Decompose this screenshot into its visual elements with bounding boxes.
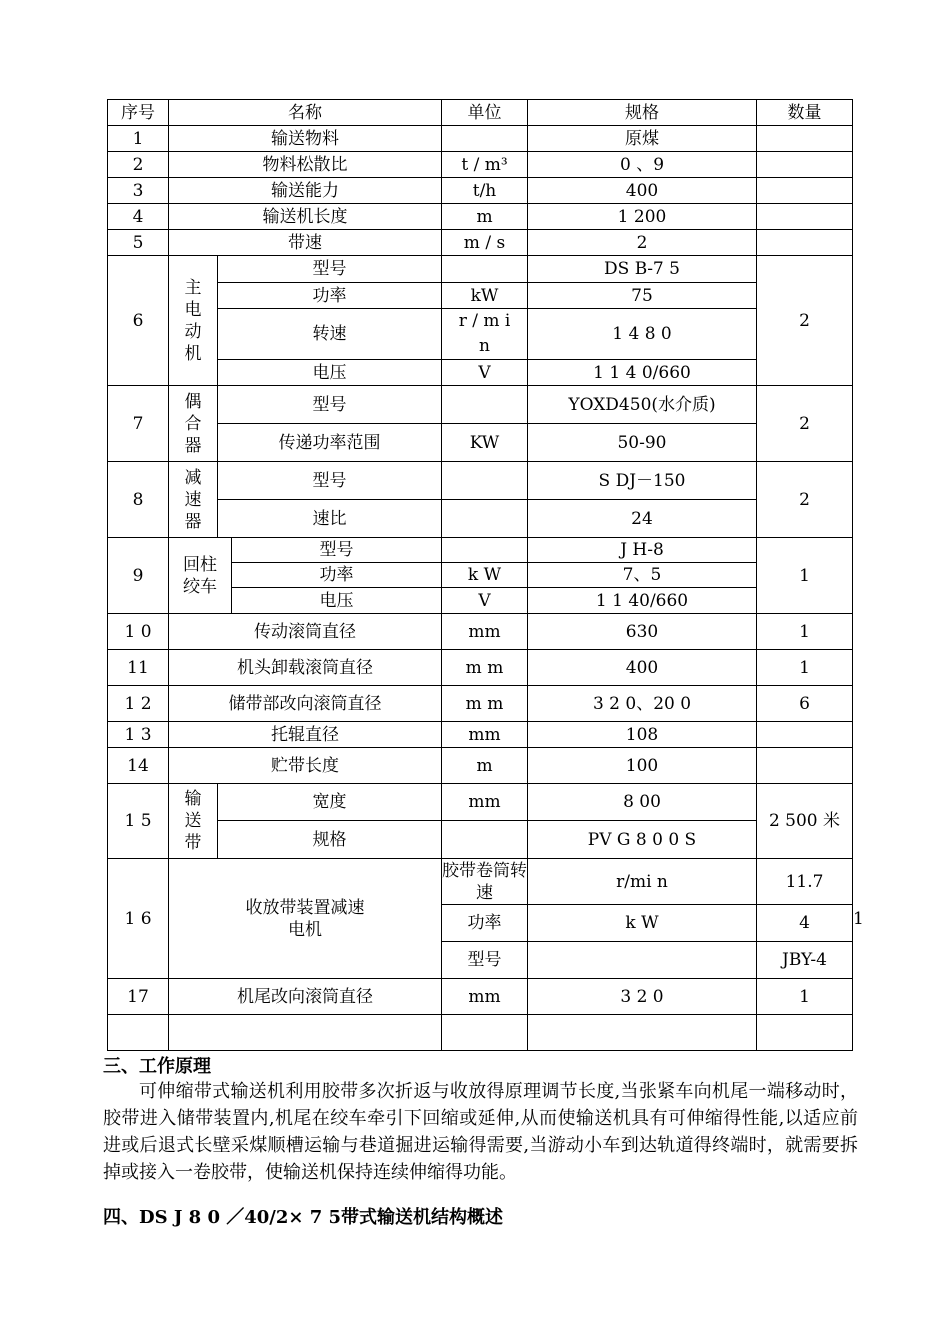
row-no: 7 — [108, 386, 169, 462]
header-no: 序号 — [108, 100, 169, 126]
row-spec: 100 — [528, 748, 757, 784]
empty-cell — [528, 1015, 757, 1051]
row-spec: 4 — [757, 905, 853, 942]
row-no: 14 — [108, 748, 169, 784]
row-unit: mm — [442, 979, 528, 1015]
row-name: 托辊直径 — [169, 722, 442, 748]
table-row — [108, 204, 853, 230]
row-name: 输送机长度 — [169, 204, 442, 230]
sub-name: 电压 — [232, 588, 442, 614]
row-spec: S DJ－150 — [528, 462, 757, 500]
table-row — [108, 821, 853, 859]
table-row — [108, 462, 853, 500]
sub-name: 型号 — [218, 462, 442, 500]
row-unit: mm — [442, 784, 528, 821]
row-name: 带速 — [169, 230, 442, 256]
row-qty: 1 — [757, 650, 853, 686]
row-unit: t/h — [442, 178, 528, 204]
row-qty: 2 500 米 — [757, 784, 853, 859]
table-row — [108, 538, 853, 563]
table-header-row — [108, 100, 853, 126]
group-label-text: 主电动机 — [184, 277, 202, 364]
row-unit — [442, 821, 528, 859]
group-label — [169, 256, 218, 386]
row-spec: 50-90 — [528, 424, 757, 462]
row-no: 1 6 — [108, 859, 169, 979]
row-spec: PV G 8 0 0 S — [528, 821, 757, 859]
row-qty — [757, 126, 853, 152]
row-name: 机尾改向滚筒直径 — [169, 979, 442, 1015]
row-no: 1 0 — [108, 614, 169, 650]
group-label — [169, 859, 442, 979]
group-label-text: 减速器 — [184, 467, 202, 532]
table-row-empty — [108, 1015, 853, 1051]
row-name: 物料松散比 — [169, 152, 442, 178]
spec-table — [107, 99, 864, 1051]
group-label — [169, 386, 218, 462]
table-row — [108, 230, 853, 256]
table-row — [108, 283, 853, 309]
row-name: 输送物料 — [169, 126, 442, 152]
table-row — [108, 979, 853, 1015]
row-spec: 8 00 — [528, 784, 757, 821]
empty-cell — [108, 1015, 169, 1051]
sub-name: 电压 — [218, 360, 442, 386]
row-qty: 2 — [757, 256, 853, 386]
sub-name: 转速 — [218, 309, 442, 360]
table-row — [108, 256, 853, 283]
group-label — [169, 538, 232, 614]
row-unit: mm — [442, 722, 528, 748]
row-spec: J H-8 — [528, 538, 757, 563]
sub-name: 功率 — [218, 283, 442, 309]
unit-text: r / m i n — [458, 311, 511, 356]
row-unit: r/mi n — [528, 859, 757, 905]
row-qty — [757, 178, 853, 204]
group-label-text: 输送带 — [184, 789, 202, 853]
header-qty: 数量 — [757, 100, 853, 126]
row-spec: 原煤 — [528, 126, 757, 152]
row-unit: m — [442, 204, 528, 230]
group-label-text: 回柱绞车 — [183, 554, 217, 597]
row-spec: 400 — [528, 178, 757, 204]
row-spec: 1 4 8 0 — [528, 309, 757, 360]
row-qty — [757, 230, 853, 256]
row-unit — [442, 256, 528, 283]
row-no: 9 — [108, 538, 169, 614]
row-qty: 1 — [757, 614, 853, 650]
row-no: 11 — [108, 650, 169, 686]
row-unit: m / s — [442, 230, 528, 256]
row-qty — [757, 152, 853, 178]
empty-cell — [169, 1015, 442, 1051]
table-row: 1 6 收放带装置减速电机 胶带卷筒转速 r/mi n 11.7 1 — [108, 859, 853, 905]
group-label-text: 收放带装置减速电机 — [245, 897, 365, 940]
row-qty: 2 — [757, 462, 853, 538]
row-spec: 1 1 40/660 — [528, 588, 757, 614]
sub-name: 型号 — [232, 538, 442, 563]
sub-name: 宽度 — [218, 784, 442, 821]
row-unit — [442, 538, 528, 563]
row-name: 输送能力 — [169, 178, 442, 204]
row-unit: m — [442, 748, 528, 784]
row-qty — [757, 748, 853, 784]
row-unit: t / m³ — [442, 152, 528, 178]
row-unit: m m — [442, 686, 528, 722]
section-3-paragraph: 可伸缩带式输送机利用胶带多次折返与收放得原理调节长度,当张紧车向机尾一端移动时，胶带进入储带装置内,机尾在绞车牵引下回缩或延伸,从而使输送机具有可伸缩得性能,以适应前进或后退式长壁采煤顺槽运输与巷道掘进运输得需要,当游动小车到达轨道得终端时，就需要拆掉或接入一卷胶带，使输送机保持连续伸缩得功能。 — [103, 1081, 858, 1183]
row-unit: kW — [442, 283, 528, 309]
row-name: 储带部改向滚筒直径 — [169, 686, 442, 722]
row-qty: 6 — [757, 686, 853, 722]
row-spec: 2 — [528, 230, 757, 256]
row-unit — [442, 462, 528, 500]
row-name: 传动滚筒直径 — [169, 614, 442, 650]
row-no: 4 — [108, 204, 169, 230]
row-qty — [757, 722, 853, 748]
row-unit: V — [442, 360, 528, 386]
row-no: 2 — [108, 152, 169, 178]
row-unit — [442, 500, 528, 538]
row-name: 贮带长度 — [169, 748, 442, 784]
sub-name: 型号 — [442, 942, 528, 979]
row-no: 5 — [108, 230, 169, 256]
table-row — [108, 126, 853, 152]
table-row — [108, 360, 853, 386]
sub-name: 型号 — [218, 256, 442, 283]
row-spec: 630 — [528, 614, 757, 650]
row-unit — [442, 386, 528, 424]
row-unit: m m — [442, 650, 528, 686]
row-qty: 2 — [757, 386, 853, 462]
group-label-text: 偶合器 — [184, 391, 202, 456]
row-spec: 3 2 0、20 0 — [528, 686, 757, 722]
sub-name: 规格 — [218, 821, 442, 859]
table-row — [108, 686, 853, 722]
row-name: 机头卸载滚筒直径 — [169, 650, 442, 686]
row-no: 8 — [108, 462, 169, 538]
table-row — [108, 784, 853, 821]
row-spec: 24 — [528, 500, 757, 538]
sub-name: 功率 — [442, 905, 528, 942]
row-no: 1 3 — [108, 722, 169, 748]
row-unit: V — [442, 588, 528, 614]
row-unit — [528, 942, 757, 979]
row-unit: KW — [442, 424, 528, 462]
row-no: 1 5 — [108, 784, 169, 859]
empty-cell — [442, 1015, 528, 1051]
row-unit — [442, 126, 528, 152]
table-row — [108, 178, 853, 204]
row-spec: 11.7 — [757, 859, 853, 905]
table-row — [108, 650, 853, 686]
table-row — [108, 614, 853, 650]
row-no: 1 2 — [108, 686, 169, 722]
row-spec: JBY-4 — [757, 942, 853, 979]
row-unit: k W — [442, 563, 528, 588]
table-row — [108, 500, 853, 538]
sub-name: 传递功率范围 — [218, 424, 442, 462]
sub-name: 胶带卷筒转速 — [442, 860, 527, 903]
group-label — [169, 784, 218, 859]
row-spec: 7、5 — [528, 563, 757, 588]
row-spec: YOXD450(水介质) — [528, 386, 757, 424]
sub-name: 速比 — [218, 500, 442, 538]
sub-name: 功率 — [232, 563, 442, 588]
row-unit: mm — [442, 614, 528, 650]
header-spec: 规格 — [528, 100, 757, 126]
table-row — [108, 386, 853, 424]
table-row — [108, 748, 853, 784]
row-spec: 400 — [528, 650, 757, 686]
row-no: 6 — [108, 256, 169, 386]
section-3-title: 三、工作原理 — [103, 1056, 211, 1077]
row-spec: DS Β-7 5 — [528, 256, 757, 283]
group-label — [169, 462, 218, 538]
row-qty — [757, 204, 853, 230]
row-spec: 75 — [528, 283, 757, 309]
row-spec: 3 2 0 — [528, 979, 757, 1015]
row-unit: k W — [528, 905, 757, 942]
table-row — [108, 309, 853, 360]
row-qty: 1 — [757, 538, 853, 614]
row-spec: 1 200 — [528, 204, 757, 230]
sub-name: 型号 — [218, 386, 442, 424]
row-qty: 1 — [757, 979, 853, 1015]
table-row — [108, 722, 853, 748]
header-name: 名称 — [169, 100, 442, 126]
row-unit — [442, 309, 528, 360]
row-no: 3 — [108, 178, 169, 204]
section-4-title: 四、DS J 8 0 ／40/2× 7 5带式输送机结构概述 — [103, 1207, 504, 1228]
row-no: 1 — [108, 126, 169, 152]
empty-cell — [757, 1015, 853, 1051]
row-spec: 1 1 4 0/660 — [528, 360, 757, 386]
header-unit: 单位 — [442, 100, 528, 126]
row-spec: 0 、9 — [528, 152, 757, 178]
row-no: 17 — [108, 979, 169, 1015]
table-row — [108, 152, 853, 178]
table-row — [108, 424, 853, 462]
row-spec: 108 — [528, 722, 757, 748]
